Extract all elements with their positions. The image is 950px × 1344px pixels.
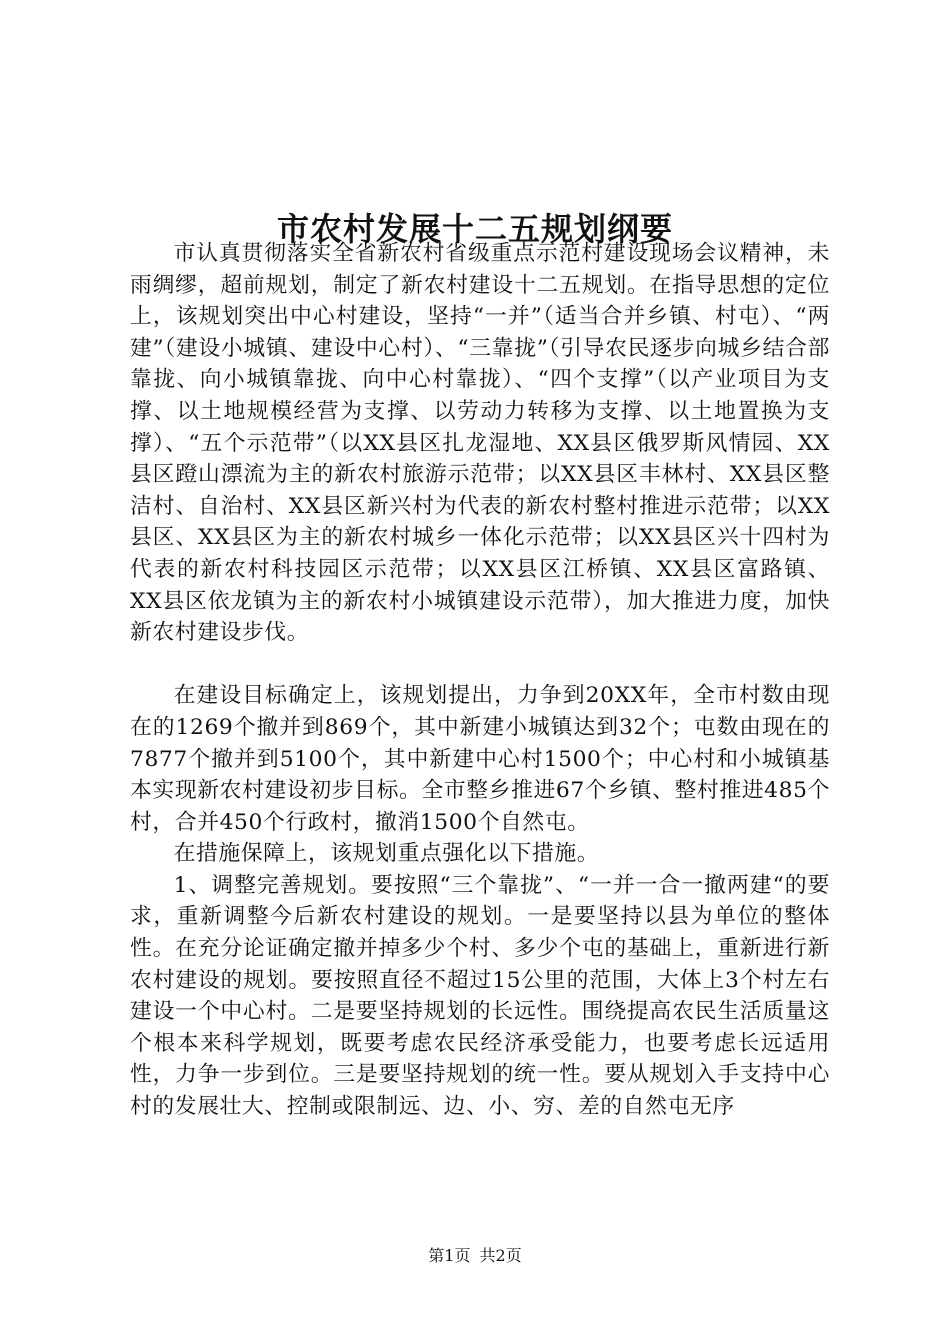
page-total: 共2页 bbox=[479, 1246, 522, 1265]
document-title: 市农村发展十二五规划纲要 bbox=[276, 210, 673, 249]
paragraph-measures-intro: 在措施保障上，该规划重点强化以下措施。 bbox=[173, 841, 600, 867]
page-number: 第1页 bbox=[428, 1246, 471, 1265]
paragraph-guiding-ideology: 市认真贯彻落实全省新农村省级重点示范村建设现场会议精神，未雨绸缪，超前规划，制定了新农村建设十二五规划。在指导思想的定位上，该规划突出中心村建设，坚持“一并”（适当合并乡镇、村屯）、“两建”（建设小城镇、建设中心村）、“三靠拢”（引导农民逐步向城乡结合部靠拢、向小城镇靠拢、向中心村靠拢）、“四个支撑”（以产业项目为支撑、以土地规模经营为支撑、以劳动力转移为支撑、以土地置换为支撑）、“五个示范带”（以XX县区扎龙湿地、XX县区俄罗斯风情园、XX县区蹬山漂流为主的新农村旅游示范带；以XX县区丰林村、XX县区整洁村、自治村、XX县区新兴村为代表的新农村整村推进示范带；以XX县区、XX县区为主的新农村城乡一体化示范带；以XX县区兴十四村为代表的新农村科技园区示范带；以XX县区江桥镇、XX县区富路镇、XX县区依龙镇为主的新农村小城镇建设示范带），加大推进力度，加快新农村建设步伐。 bbox=[130, 241, 830, 646]
paragraph-measure-1: 1、调整完善规划。要按照“三个靠拢”、“一并一合一撤两建“的要求，重新调整今后新农村建设的规划。一是要坚持以县为单位的整体性。在充分论证确定撤并掉多少个村、多少个屯的基础上，重新进行新农村建设的规划。要按照直径不超过15公里的范围，大体上3个村左右建设一个中心村。二是要坚持规划的长远性。围绕提高农民生活质量这个根本来科学规划，既要考虑农民经济承受能力，也要考虑长远适用性，力争一步到位。三是要坚持规划的统一性。要从规划入手支持中心村的发展壮大、控制或限制远、边、小、穷、差的自然屯无序 bbox=[130, 872, 830, 1120]
paragraph-construction-goals: 在建设目标确定上，该规划提出，力争到20XX年，全市村数由现在的1269个撤并到869个，其中新建小城镇达到32个；屯数由现在的7877个撤并到5100个，其中新建中心村1500个；中心村和小城镇基本实现新农村建设初步目标。全市整乡推进67个乡镇、整村推进485个村，合并450个行政村，撤消1500个自然屯。 bbox=[130, 683, 830, 835]
document-body bbox=[130, 238, 830, 1123]
page-footer bbox=[0, 1245, 950, 1267]
